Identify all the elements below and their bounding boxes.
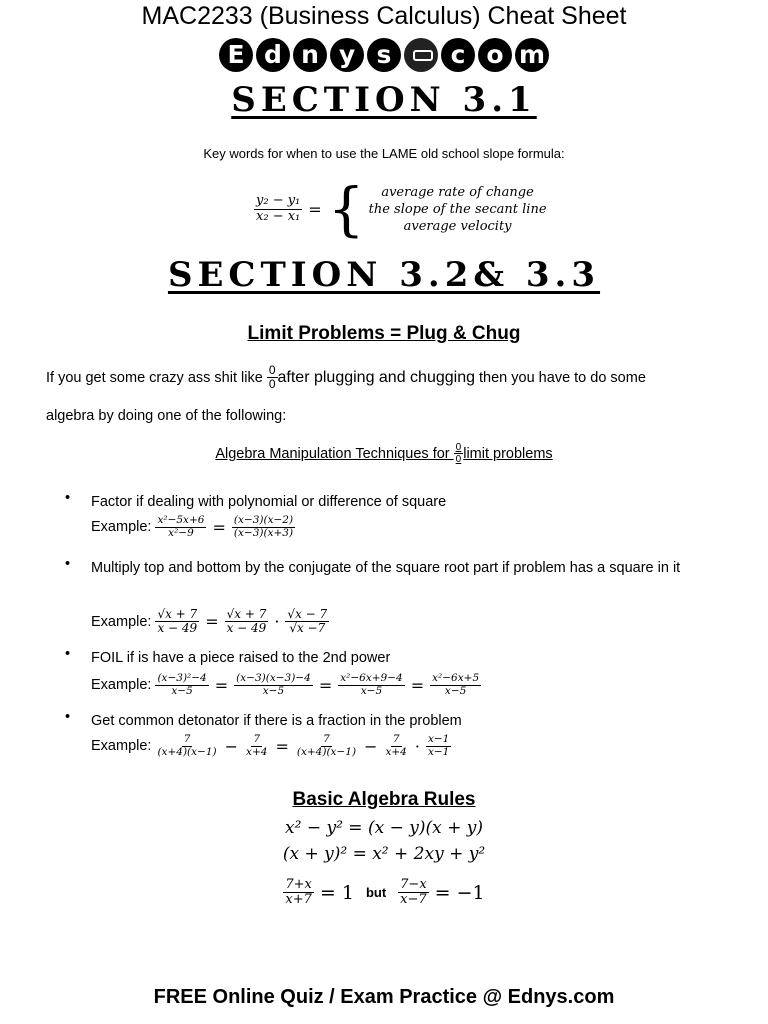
zero-over-zero [454,442,464,465]
intro-text: after plugging and chugging [277,368,475,386]
intro-text: If you get some crazy ass shit like [46,369,267,386]
face-icon [404,38,438,72]
zero-over-zero [267,364,278,391]
keyword-item: average velocity [403,218,512,234]
logo-letter: s [367,38,401,72]
fraction [338,673,405,697]
zero-num: 0 [455,442,462,453]
example-label: Example: [91,519,152,536]
logo-letter: y [330,38,364,72]
fraction [426,734,451,758]
logo-letter: d [256,38,290,72]
fraction [383,734,408,758]
denominator: x − 49 [157,621,198,636]
denominator: x+4 [246,745,268,758]
techniques-text: Algebra Manipulation Techniques for [215,445,454,462]
fraction-value: = −1 [434,881,485,904]
bullet-text: • Factor if dealing with polynomial or difference of square [91,494,447,510]
fraction [283,878,314,908]
denominator: x−5 [360,684,383,697]
logo-letter: n [293,38,327,72]
basic-rules-heading: Basic Algebra Rules [292,789,476,810]
technique-bullet [65,709,691,733]
technique-bullet [65,556,691,580]
numerator: √x + 7 [226,607,267,621]
numerator: √x + 7 [157,607,198,621]
bullet-text: • Multiply top and bottom by the conjugate of the square root part if problem has a square in it [91,560,681,576]
fraction [155,608,199,635]
numerator: (x−3)(x−2) [233,514,294,526]
ednys-logo [0,38,768,72]
dot-operator: · [274,612,280,632]
numerator: 7 [392,733,400,745]
example-4 [91,734,451,758]
slope-denominator: x₂ − x₁ [256,208,301,224]
keyword-item: average rate of change [381,184,534,200]
equals-sign: = [275,736,289,756]
slope-fraction [254,194,302,224]
numerator: x²−5x+6 [157,514,205,526]
fraction [398,878,429,908]
equals-sign: = [205,612,219,632]
minus-sign: − [364,736,378,756]
fraction [155,734,218,758]
numerator: x²−6x+9−4 [340,672,403,684]
denominator: x²−9 [168,526,194,539]
example-2 [91,608,329,635]
example-1 [91,515,295,539]
fraction [155,673,208,697]
numerator: 7 [253,733,261,745]
denominator: √x −7 [289,621,326,636]
logo-letter: o [478,38,512,72]
zero-num: 0 [268,363,276,377]
zero-den: 0 [268,377,276,392]
numerator: x−1 [427,733,450,745]
technique-bullet [65,490,691,514]
fraction [285,608,329,635]
zero-den: 0 [455,454,462,465]
numerator: 7 [183,733,191,745]
technique-bullet [65,646,691,670]
numerator: (x−3)²−4 [157,672,207,684]
bullet-text: • Get common detonator if there is a fraction in the problem [91,713,462,729]
example-label: Example: [91,677,152,694]
left-brace-icon: { [327,175,365,243]
denominator: x−7 [400,892,427,908]
denominator: x − 49 [226,621,267,636]
denominator: x−5 [262,684,285,697]
slope-keywords [369,185,547,234]
example-3 [91,673,481,697]
limit-subheading: Limit Problems = Plug & Chug [247,323,521,344]
slope-formula [254,175,547,243]
numerator: 7+x [285,877,312,892]
fraction [225,608,269,635]
logo-letter: E [219,38,253,72]
denominator: x+4 [385,745,407,758]
denominator: x+7 [285,892,312,908]
denominator: (x+4)(x−1) [296,745,357,758]
fraction [244,734,269,758]
numerator: 7−x [400,877,427,892]
example-label: Example: [91,613,152,630]
intro-text: then you have to do some [475,369,646,386]
numerator: (x−3)(x−3)−4 [236,672,311,684]
keyword-item: the slope of the secant line [368,201,547,217]
denominator: (x−3)(x+3) [233,526,294,539]
equals-sign: = [214,675,229,695]
denominator: x−5 [444,684,467,697]
page-title: MAC2233 (Business Calculus) Cheat Sheet [141,2,627,30]
section-3-1-heading: SECTION 3.1 [231,80,537,120]
equals-sign: = [318,675,333,695]
fraction-rules [0,878,768,908]
equals-sign: = [410,675,425,695]
equals-sign: = [308,199,322,219]
numerator: √x − 7 [287,607,328,621]
logo-letter: c [441,38,475,72]
intro-line-1 [46,364,736,391]
denominator: (x+4)(x−1) [157,745,217,758]
techniques-heading [0,442,768,465]
keywords-line: Key words for when to use the LAME old school slope formula: [203,146,565,161]
dot-operator: · [414,736,420,756]
fraction [234,673,313,697]
numerator: x²−6x+5 [432,672,480,684]
fraction-value: = 1 [319,881,354,904]
rule-square-of-sum: (x + y)² = x² + 2xy + y² [282,844,486,864]
footer-link[interactable]: FREE Online Quiz / Exam Practice @ Ednys.com [153,986,615,1008]
denominator: x−1 [427,745,450,758]
numerator: 7 [323,733,330,745]
fraction [155,515,206,539]
minus-sign: − [224,736,239,756]
equals-sign: = [212,517,226,537]
but-text: but [365,885,387,901]
fraction [295,734,358,758]
section-3-2-heading: SECTION 3.2& 3.3 [167,255,601,295]
denominator: x−5 [171,684,193,697]
techniques-text: limit problems [463,445,553,462]
slope-numerator: y₂ − y₁ [256,193,301,209]
rule-difference-of-squares: x² − y² = (x − y)(x + y) [285,818,483,838]
fraction [430,673,481,697]
bullet-text: • FOIL if is have a piece raised to the 2nd power [91,650,391,666]
fraction [232,515,295,539]
logo-letter: m [515,38,549,72]
example-label: Example: [91,738,152,755]
intro-line-2: algebra by doing one of the following: [46,408,287,424]
